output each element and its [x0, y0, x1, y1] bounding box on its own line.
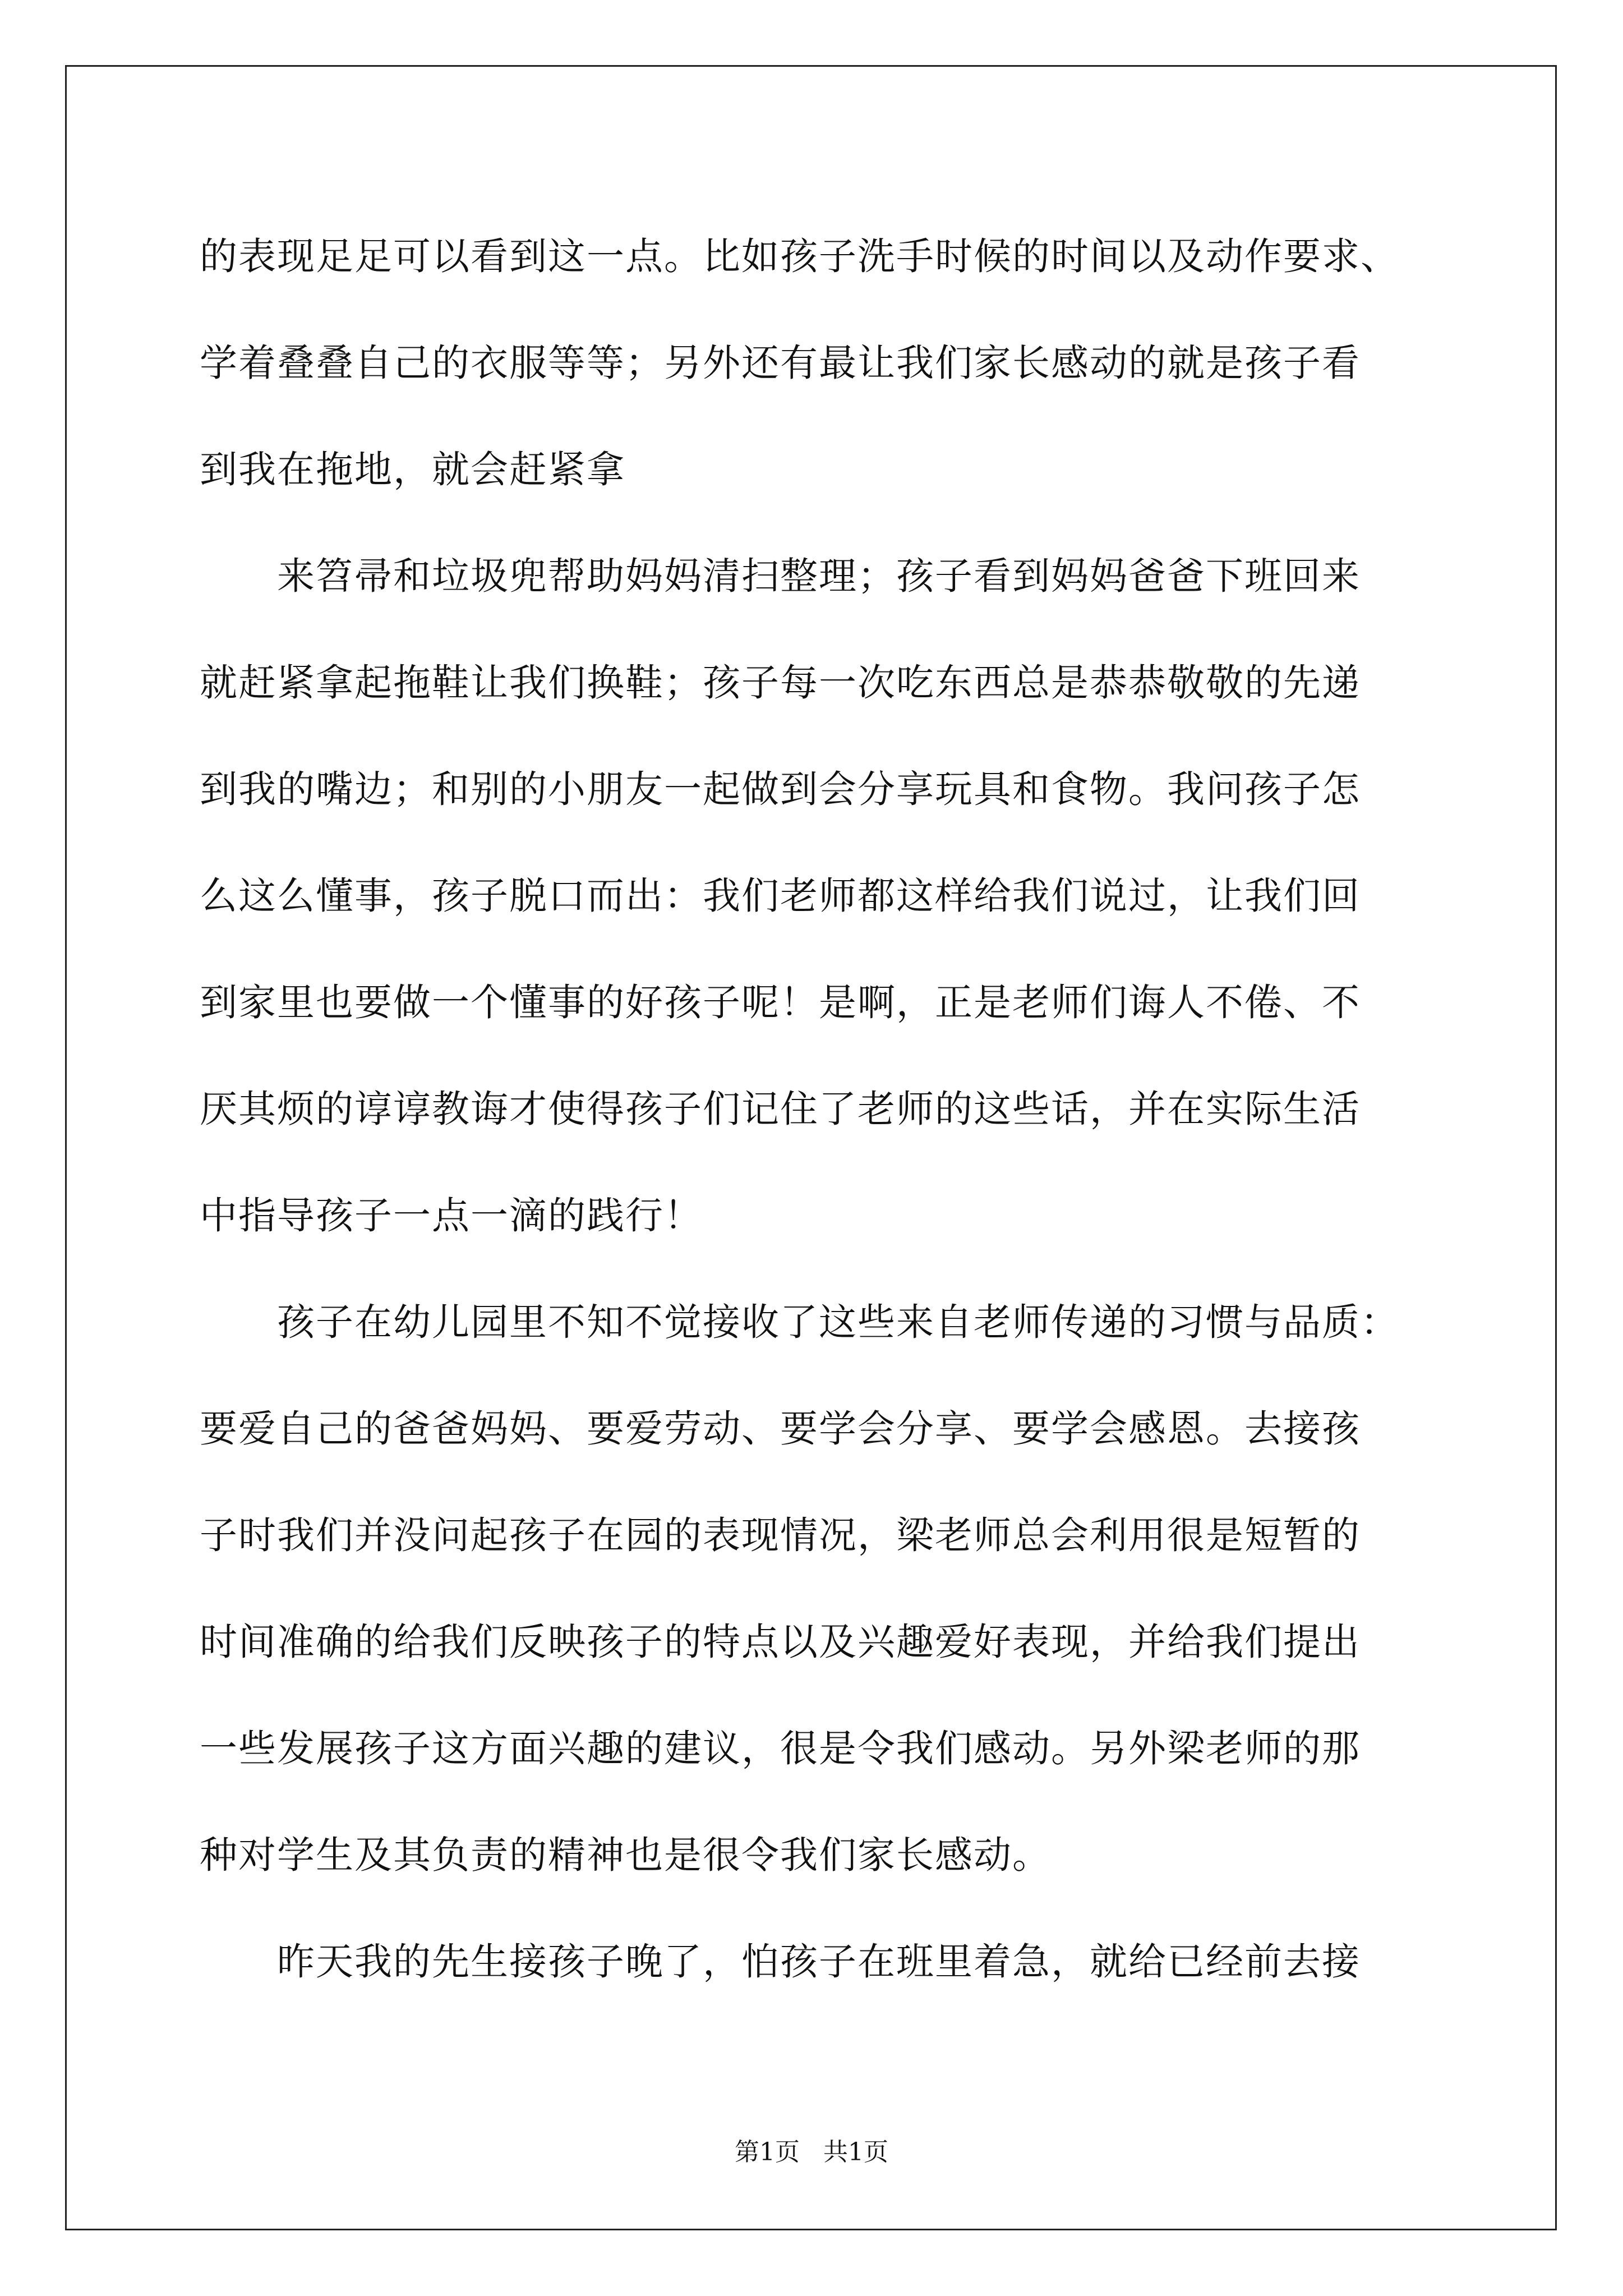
text-line: 到我在拖地，就会赶紧拿: [200, 448, 625, 491]
page-number: 第1页: [735, 2138, 800, 2166]
text-line: 就赶紧拿起拖鞋让我们换鞋；孩子每一次吃东西总是恭恭敬敬的先递: [200, 661, 1361, 705]
text-line: 么这么懂事，孩子脱口而出：我们老师都这样给我们说过，让我们回: [200, 874, 1361, 918]
document-body: [200, 203, 1433, 2015]
text-line: 到我的嘴边；和别的小朋友一起做到会分享玩具和食物。我问孩子怎: [200, 767, 1361, 811]
text-line: 种对学生及其负责的精神也是很令我们家长感动。: [200, 1833, 1051, 1877]
text-line: 一些发展孩子这方面兴趣的建议，很是令我们感动。另外梁老师的那: [200, 1727, 1361, 1770]
text-line: 学着叠叠自己的衣服等等；另外还有最让我们家长感动的就是孩子看: [200, 341, 1361, 385]
text-line: 厌其烦的谆谆教诲才使得孩子们记住了老师的这些话，并在实际生活: [200, 1087, 1361, 1131]
paragraph-start-line: 昨天我的先生接孩子晚了，怕孩子在班里着急，就给已经前去接: [277, 1940, 1361, 1984]
paragraph-start-line: 孩子在幼儿园里不知不觉接收了这些来自老师传递的习惯与品质：: [277, 1300, 1399, 1344]
text-line: 子时我们并没问起孩子在园的表现情况，梁老师总会利用很是短暂的: [200, 1513, 1361, 1557]
paragraph-start-line: 来笤帚和垃圾兜帮助妈妈清扫整理；孩子看到妈妈爸爸下班回来: [277, 554, 1361, 598]
text-line: 要爱自己的爸爸妈妈、要爱劳动、要学会分享、要学会感恩。去接孩: [200, 1407, 1361, 1451]
page-footer: [0, 2132, 1623, 2168]
text-line: 到家里也要做一个懂事的好孩子呢！是啊，正是老师们诲人不倦、不: [200, 981, 1361, 1024]
page-total: 共1页: [823, 2138, 888, 2166]
text-line: 的表现足足可以看到这一点。比如孩子洗手时候的时间以及动作要求、: [200, 234, 1399, 278]
text-line: 时间准确的给我们反映孩子的特点以及兴趣爱好表现，并给我们提出: [200, 1620, 1361, 1664]
text-line: 中指导孩子一点一滴的践行！: [200, 1194, 703, 1237]
